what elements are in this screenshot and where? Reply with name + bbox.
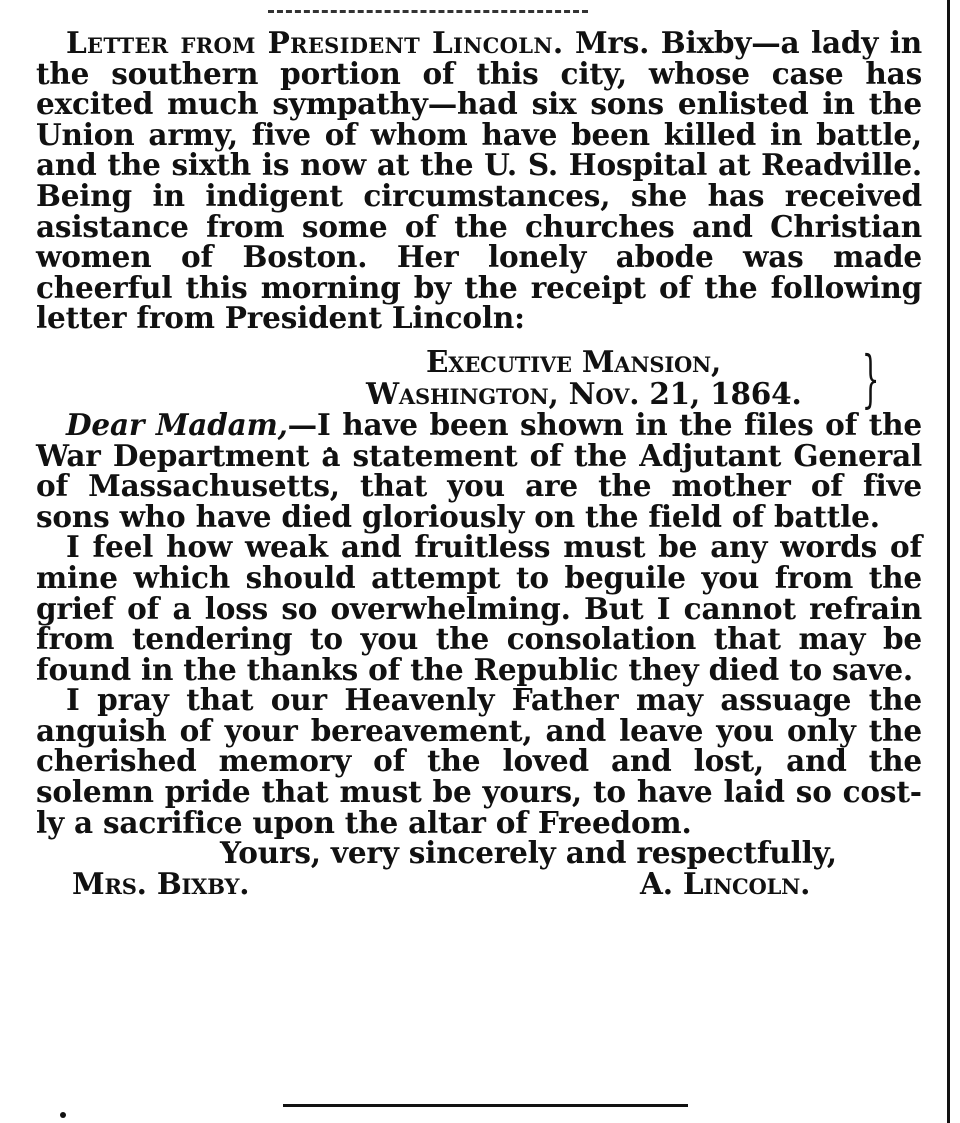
bottom-divider	[283, 1104, 688, 1107]
ink-speck-bottom	[60, 1112, 66, 1118]
letter-closing: Yours, very sincerely and respectfully,	[220, 835, 837, 871]
dateline-brace: }	[861, 341, 880, 415]
letter-addressee: Mrs. Bixby.	[72, 865, 250, 901]
article-intro	[36, 25, 922, 336]
article-intro-text: Mrs. Bixby—a lady in the southern portion of this city, whose case has excited much sympathy—had six sons enlisted in the Union army, five of whom have been killed in battle, and the sixth is now at the U. S. Hospital at Readville. Being in indigent circumstances, she has received asistance from some of the churches and Christian women of Boston. Her lonely abode was made cheerful this morning by the receipt of the following letter from President Lincoln:	[36, 25, 922, 336]
letter-paragraph-1	[36, 406, 922, 534]
dateline-place: Executive Mansion,	[426, 343, 722, 379]
letter-paragraph-1-text: —I have been shown in the files of the War Department a statement of the Adjutant General of Massachusetts, that you are the mother of five sons who have died gloriously on the field of battle.	[36, 406, 922, 534]
letter-dateline	[36, 341, 922, 415]
column-rule	[947, 0, 950, 1123]
article-headline: Letter from President Lincoln.	[66, 25, 564, 60]
top-divider	[268, 10, 588, 13]
signature-row	[36, 865, 922, 903]
letter-paragraph-2: I feel how weak and fruitless must be any words of mine which should attempt to beguile you from the grief of a loss so overwhelming. But I cannot refrain from tendering to you the consolation that may be found in the thanks of the Republic they died to save.	[36, 529, 922, 687]
letter-salutation: Dear Madam,	[66, 406, 288, 442]
letter-signature: A. Lincoln.	[640, 865, 811, 901]
letter-paragraph-3: I pray that our Heavenly Father may assuage the anguish of your bereavement, and leave you only the cherished memory of the loved and lost, and the solemn pride that must be yours, to have laid so costly a sacrifice upon the altar of Freedom.	[36, 682, 922, 840]
newspaper-article	[36, 25, 922, 903]
dateline-date: Washington, Nov. 21, 1864.	[366, 375, 802, 411]
